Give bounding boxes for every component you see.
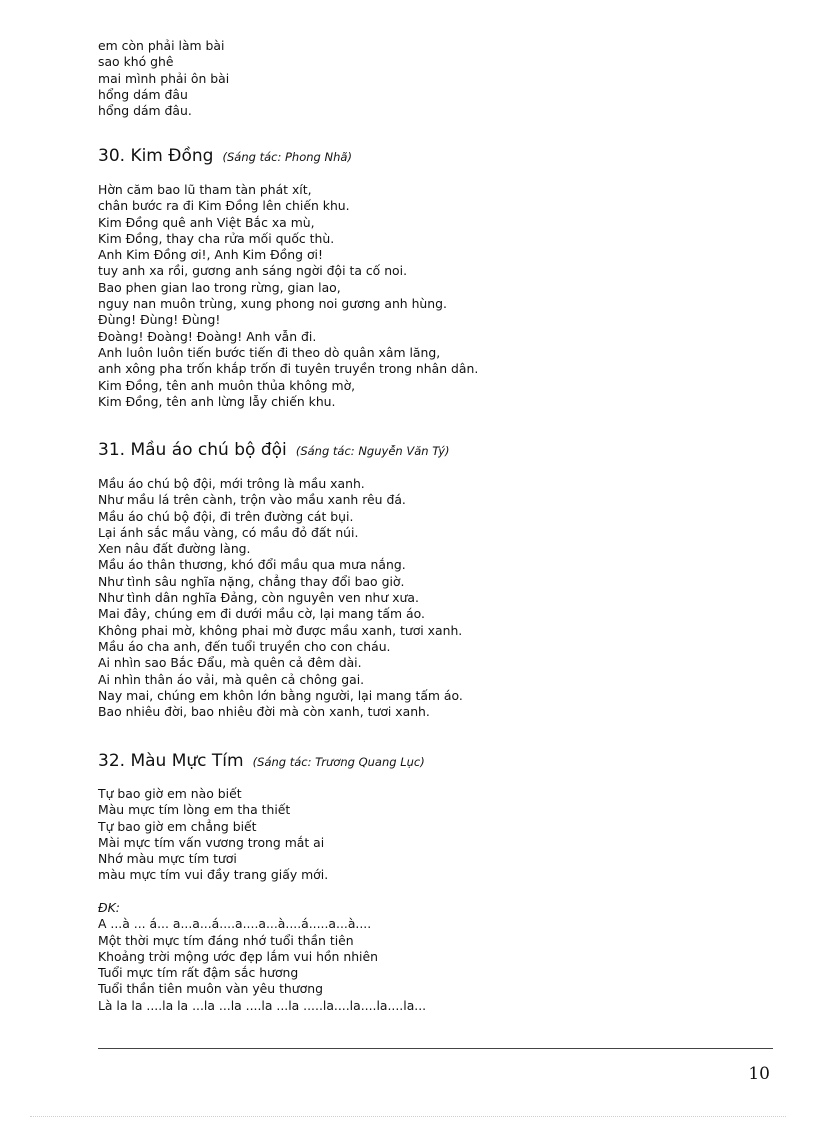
lyric-line: Ai nhìn thân áo vải, mà quên cả chông gai. [98,671,365,687]
lyric-line: Tự bao giờ em nào biết [98,786,242,801]
lyric-line: Đoàng! Đoàng! Đoàng! Anh vẫn đi. [98,328,317,344]
lyric-line: hổng dám đâu [98,86,188,102]
lyric-line: tuy anh xa rồi, gương anh sáng ngời đội ta cố noi. [98,263,408,279]
song-credit: (Sáng tác: Nguyễn Văn Tý) [295,444,450,458]
lyric-line: Như tình sâu nghĩa nặng, chẳng thay đổi bao giờ. [98,573,405,589]
lyric-line: Anh luôn luôn tiến bước tiến đi theo dò quân xâm lăng, [98,344,441,360]
chorus-label: ĐK: [98,900,120,915]
song-credit: (Sáng tác: Trương Quang Lục) [252,755,425,769]
lyric-line: Một thời mực tím đáng nhớ tuổi thần tiên [98,932,354,948]
lyric-line: Như mầu lá trên cành, trộn vào mầu xanh rêu đá. [98,492,406,508]
song-heading [98,751,425,771]
lyric-line: Mầu áo thân thương, khó đổi mầu qua mưa nắng. [98,557,406,573]
song-heading [98,146,352,166]
lyric-line: Bao phen gian lao trong rừng, gian lao, [98,279,341,295]
lyric-line: Nay mai, chúng em khôn lớn bằng người, lại mang tấm áo. [98,687,463,703]
lyric-line: chân bước ra đi Kim Đồng lên chiến khu. [98,198,350,214]
lyric-line: Bao nhiêu đời, bao nhiêu đời mà còn xanh, tươi xanh. [98,704,430,720]
lyric-line: Khoảng trời mộng ước đẹp lắm vui hồn nhiên [98,948,378,964]
previous-song-ending [98,38,229,119]
lyric-line: Như tình dân nghĩa Đảng, còn nguyên ven như xưa. [98,590,419,606]
lyric-line: Tuổi mực tím rất đậm sắc hương [98,965,299,981]
song-credit: (Sáng tác: Phong Nhã) [222,150,352,164]
lyric-line: Không phai mờ, không phai mờ được mầu xanh, tươi xanh. [98,622,463,638]
song-title: 32. Màu Mực Tím [98,751,244,771]
song-heading [98,440,450,460]
lyric-line: Tự bao giờ em chẳng biết [98,818,257,834]
lyric-line: Kim Đồng, tên anh muôn thủa không mờ, [98,377,356,393]
lyric-line: anh xông pha trốn khắp trốn đi tuyên truyền trong nhân dân. [98,361,479,377]
lyric-line: Nhớ màu mực tím tươi [98,851,237,867]
song-chorus [98,900,426,1014]
song-title: 30. Kim Đồng [98,146,214,166]
lyric-line: Mầu áo chú bộ đội, đi trên đường cát bụi. [98,508,354,524]
lyric-line: Ai nhìn sao Bắc Đẩu, mà quên cả đêm dài. [98,655,362,671]
lyric-line: Tuổi thần tiên muôn vàn yêu thương [98,981,323,997]
song-lyrics [98,182,478,410]
lyric-line: Xen nâu đất đường làng. [98,541,251,557]
lyric-line: Kim Đồng quê anh Việt Bắc xa mù, [98,214,315,230]
lyric-line: Mầu áo cha anh, đến tuổi truyền cho con cháu. [98,638,391,654]
lyric-line: Hờn căm bao lũ tham tàn phát xít, [98,182,312,197]
lyric-line: sao khó ghê [98,54,174,70]
lyric-line: em còn phải làm bài [98,38,225,53]
lyric-line: Là la la ....la la ...la ...la ....la ...la .....la....la....la....la... [98,997,427,1013]
song-lyrics [98,476,463,720]
lyric-line: Mai đây, chúng em đi dưới mầu cờ, lại mang tấm áo. [98,606,425,622]
song-title: 31. Mầu áo chú bộ đội [98,440,287,460]
lyric-line: Mầu áo chú bộ đội, mới trông là mầu xanh. [98,476,365,491]
page-number: 10 [748,1064,770,1084]
lyric-line: Anh Kim Đồng ơi!, Anh Kim Đồng ơi! [98,247,323,263]
lyric-line: nguy nan muôn trùng, xung phong noi gương anh hùng. [98,296,447,312]
lyric-line: Kim Đồng, tên anh lừng lẫy chiến khu. [98,393,336,409]
footer-divider [98,1048,773,1049]
lyric-line: mai mình phải ôn bài [98,70,230,86]
page-bottom-edge [30,1116,786,1117]
lyric-line: Đùng! Đùng! Đùng! [98,312,221,328]
lyric-line: A ...à ... á... a...a...á....a....a...à....á.....a...à.... [98,916,372,932]
song-lyrics [98,786,328,884]
lyric-line: Mài mực tím vấn vương trong mắt ai [98,834,325,850]
lyric-line: Kim Đồng, thay cha rửa mối quốc thù. [98,230,335,246]
lyric-line: Lại ánh sắc mầu vàng, có mầu đỏ đất núi. [98,524,359,540]
lyric-line: hổng dám đâu. [98,103,192,119]
lyric-line: màu mực tím vui đầy trang giấy mới. [98,867,329,883]
lyric-line: Màu mực tím lòng em tha thiết [98,802,291,818]
